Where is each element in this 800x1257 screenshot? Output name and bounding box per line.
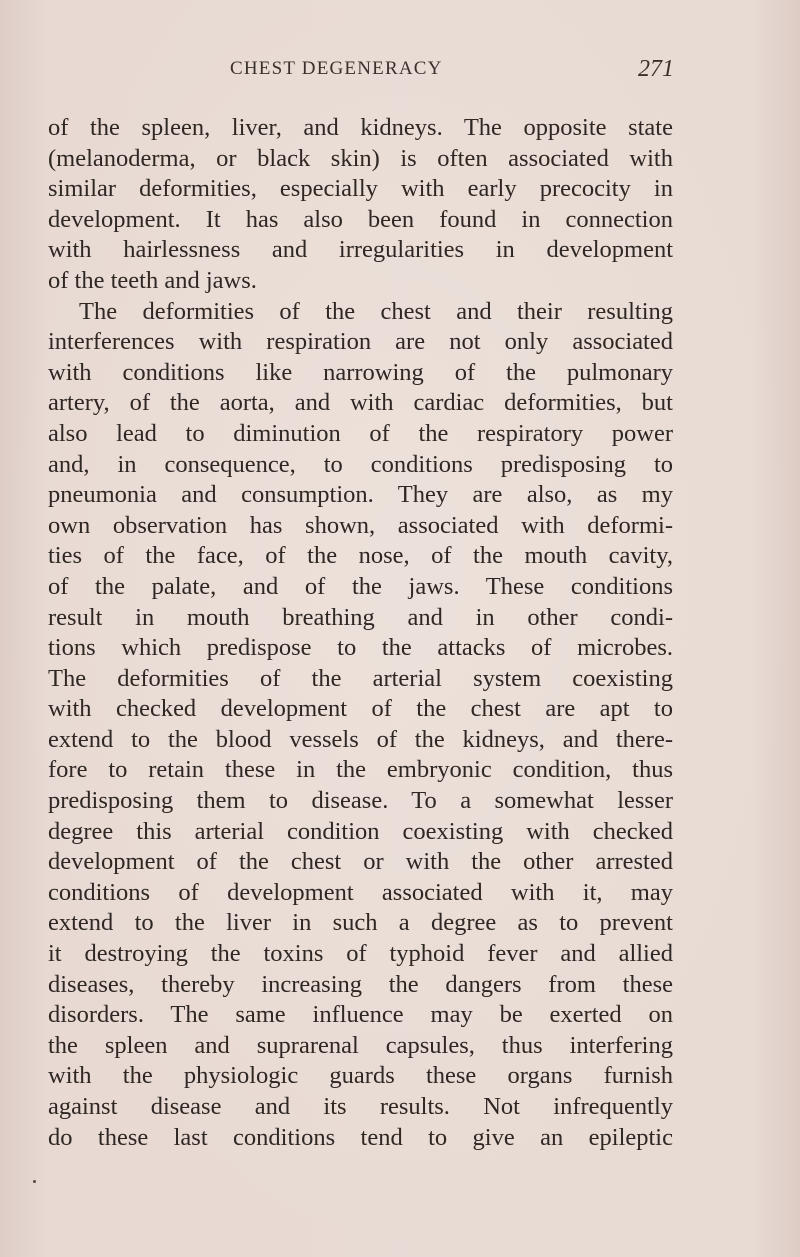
text-line: tions which predispose to the attacks of microbes. <box>48 634 673 662</box>
text-line: of the palate, and of the jaws. These conditions <box>48 572 673 600</box>
text-line: pneumonia and consumption. They are also, as my <box>48 481 673 509</box>
text-line: with checked development of the chest are apt to <box>48 695 673 723</box>
text-line: development. It has also been found in connection <box>48 205 673 233</box>
text-line: (melanoderma, or black skin) is often associated with <box>48 144 673 172</box>
text-line: with the physiologic guards these organs furnish <box>48 1062 673 1090</box>
text-line: disorders. The same influence may be exerted on <box>48 1001 673 1029</box>
body-text <box>48 113 673 1153</box>
text-line: the spleen and suprarenal capsules, thus interfering <box>48 1031 673 1059</box>
ink-speck <box>33 1180 36 1183</box>
text-line: The deformities of the arterial system coexisting <box>48 664 673 692</box>
text-line: with conditions like narrowing of the pulmonary <box>48 358 673 386</box>
text-line: of the teeth and jaws. <box>48 266 257 294</box>
text-line: do these last conditions tend to give an epileptic <box>48 1123 673 1151</box>
text-line: against disease and its results. Not infrequently <box>48 1093 673 1120</box>
text-line: ties of the face, of the nose, of the mouth cavity, <box>48 542 673 570</box>
text-line: fore to retain these in the embryonic condition, thus <box>48 756 673 784</box>
text-line: also lead to diminution of the respiratory power <box>48 419 673 447</box>
page-number: 271 <box>638 56 674 82</box>
page-header <box>48 56 678 86</box>
text-line: The deformities of the chest and their resulting <box>79 297 673 325</box>
text-line: similar deformities, especially with early precocity in <box>48 175 673 203</box>
text-line: diseases, thereby increasing the dangers from these <box>48 970 673 998</box>
text-line: and, in consequence, to conditions predisposing to <box>48 450 673 478</box>
text-line: it destroying the toxins of typhoid fever and allied <box>48 940 673 968</box>
text-line: degree this arterial condition coexisting with checked <box>48 817 673 845</box>
running-head: CHEST DEGENERACY <box>230 58 443 79</box>
text-line: artery, of the aorta, and with cardiac deformities, but <box>48 389 673 417</box>
text-line: extend to the liver in such a degree as to prevent <box>48 909 673 937</box>
text-line: extend to the blood vessels of the kidneys, and there- <box>48 725 673 753</box>
text-line: interferences with respiration are not only associated <box>48 328 673 356</box>
text-line: result in mouth breathing and in other condi- <box>48 603 673 631</box>
text-line: predisposing them to disease. To a somewhat lesser <box>48 787 673 815</box>
text-line: own observation has shown, associated with deformi- <box>48 511 673 539</box>
text-line: development of the chest or with the other arrested <box>48 848 673 876</box>
text-line: with hairlessness and irregularities in development <box>48 236 673 264</box>
text-line: of the spleen, liver, and kidneys. The opposite state <box>48 114 673 141</box>
text-line: conditions of development associated with it, may <box>48 878 673 906</box>
